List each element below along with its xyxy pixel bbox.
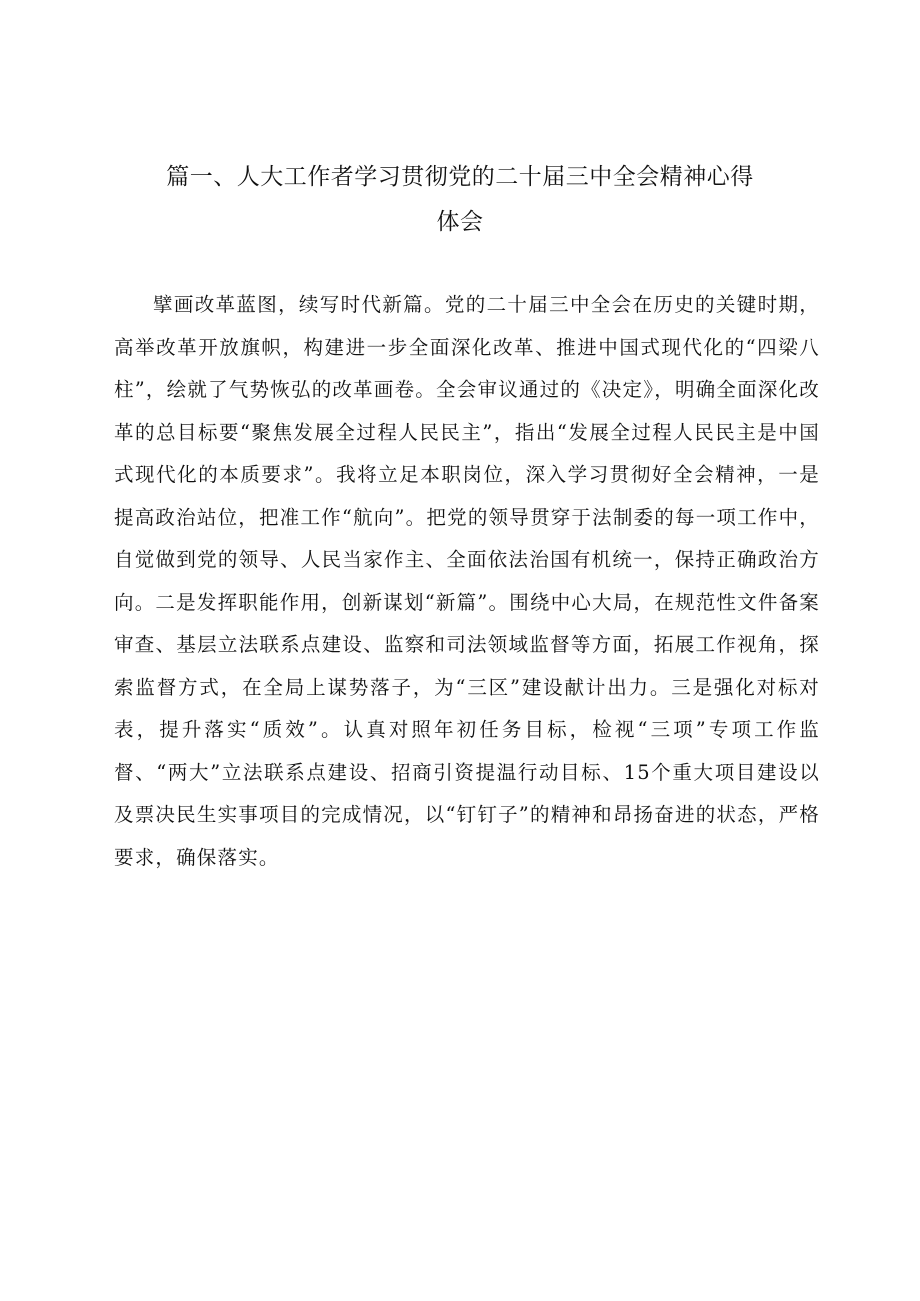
body-paragraph: 擘画改革蓝图，续写时代新篇。党的二十届三中全会在历史的关键时期，高举改革开放旗帜，构建进一步全面深化改革、推进中国式现代化的“四梁八柱”，绘就了气势恢弘的改革画卷。全会审议通过的《决定》，明确全面深化改革的总目标要“聚焦发展全过程人民民主”，指出“发展全过程人民民主是中国式现代化的本质要求”。我将立足本职岗位，深入学习贯彻好全会精神，一是提高政治站位，把准工作“航向”。把党的领导贯穿于法制委的每一项工作中，自觉做到党的领导、人民当家作主、全面依法治国有机统一，保持正确政治方向。二是发挥职能作用，创新谋划“新篇”。围绕中心大局，在规范性文件备案审查、基层立法联系点建设、监察和司法领域监督等方面，拓展工作视角，探索监督方式，在全局上谋势落子，为“三区”建设献计出力。三是强化对标对表，提升落实“质效”。认真对照年初任务目标，检视“三项”专项工作监督、“两大”立法联系点建设、招商引资提温行动目标、15个重大项目建设以及票决民生实事项目的完成情况，以“钉钉子”的精神和昂扬奋进的状态，严格要求，确保落实。 <box>114 293 820 869</box>
document-title-line-2: 体会 <box>436 209 484 235</box>
document-title-line-1: 篇一、人大工作者学习贯彻党的二十届三中全会精神心得 <box>166 164 754 190</box>
